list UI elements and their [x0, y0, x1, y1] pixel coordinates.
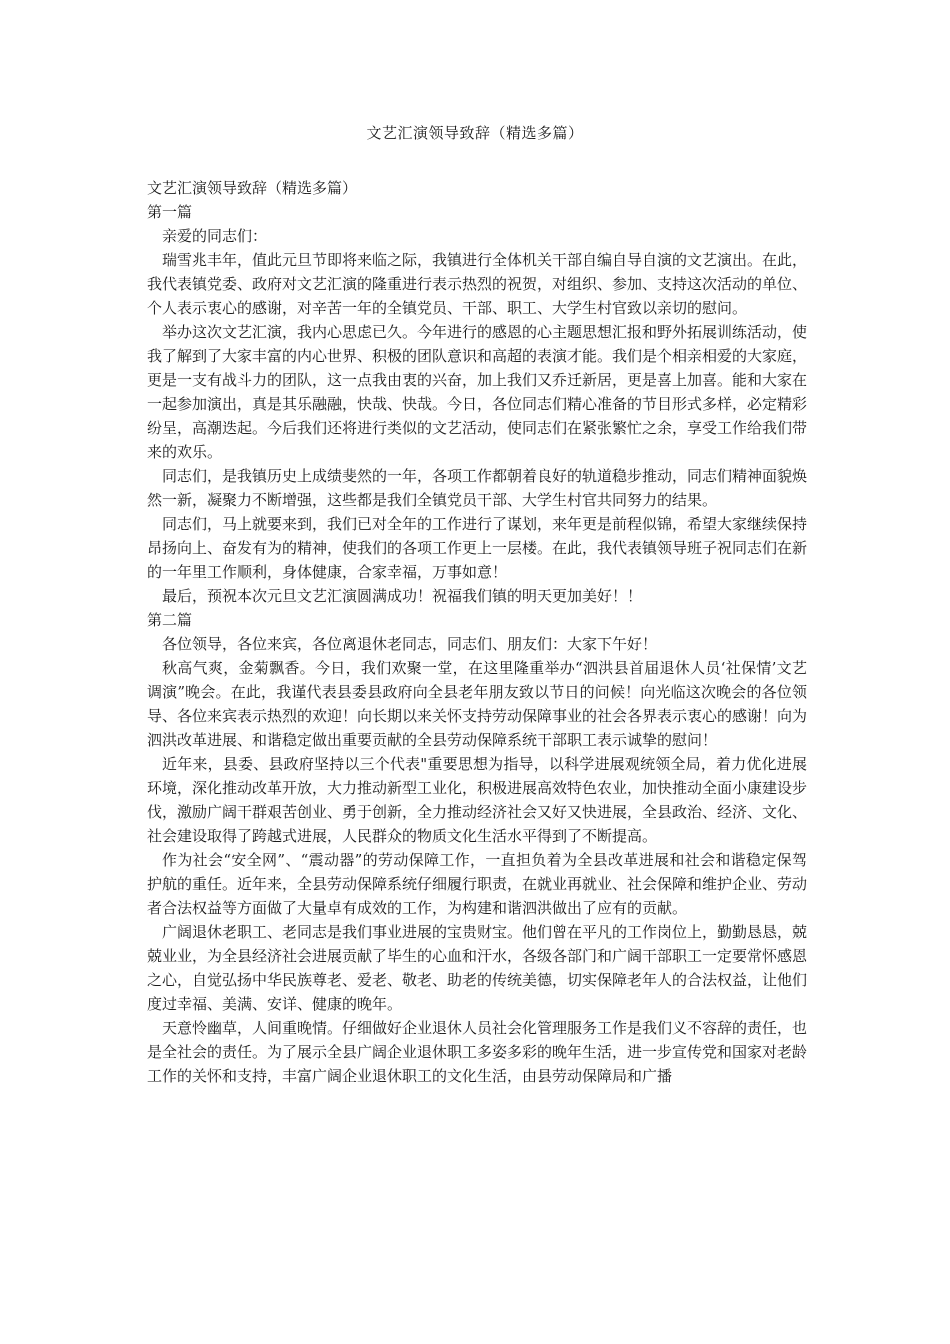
paragraph: 同志们，马上就要来到，我们已对全年的工作进行了谋划，来年更是前程似锦，希望大家继续保持昂扬向上、奋发有为的精神，使我们的各项工作更上一层楼。在此，我代表镇领导班子祝同志们在新的一年里工作顺利，身体健康，合家幸福，万事如意！	[147, 515, 808, 581]
document-body	[147, 176, 807, 1088]
paragraph: 瑞雪兆丰年，值此元旦节即将来临之际，我镇进行全体机关干部自编自导自演的文艺演出。在此，我代表镇党委、政府对文艺汇演的隆重进行表示热烈的祝贺，对组织、参加、支持这次活动的单位、个人表示衷心的感谢，对辛苦一年的全镇党员、干部、职工、大学生村官致以亲切的慰问。	[147, 251, 808, 317]
document-subtitle: 文艺汇演领导致辞（精选多篇）	[147, 179, 358, 197]
paragraph: 最后，预祝本次元旦文艺汇演圆满成功！祝福我们镇的明天更加美好！！	[162, 587, 643, 605]
paragraph: 举办这次文艺汇演，我内心思虑已久。今年进行的感恩的心主题思想汇报和野外拓展训练活动，使我了解到了大家丰富的内心世界、积极的团队意识和高超的表演才能。我们是个相亲相爱的大家庭，更是一支有战斗力的团队，这一点我由衷的兴奋，加上我们又乔迁新居，更是喜上加喜。能和大家在一起参加演出，真是其乐融融，快哉、快哉。今日，各位同志们精心准备的节目形式多样，必定精彩纷呈，高潮迭起。今后我们还将进行类似的文艺活动，使同志们在紧张繁忙之余，享受工作给我们带来的欢乐。	[147, 323, 808, 461]
paragraph: 天意怜幽草，人间重晚情。仔细做好企业退休人员社会化管理服务工作是我们义不容辞的责任，也是全社会的责任。为了展示全县广阔企业退休职工多姿多彩的晚年生活，进一步宣传党和国家对老龄工作的关怀和支持，丰富广阔企业退休职工的文化生活，由县劳动保障局和广播	[147, 1019, 808, 1085]
paragraph: 亲爱的同志们：	[162, 227, 268, 245]
paragraph: 作为社会“安全网”、“震动器”的劳动保障工作，一直担负着为全县改革进展和社会和谐稳定保驾护航的重任。近年来，全县劳动保障系统仔细履行职责，在就业再就业、社会保障和维护企业、劳动者合法权益等方面做了大量卓有成效的工作，为构建和谐泗洪做出了应有的贡献。	[147, 851, 808, 917]
paragraph: 广阔退休老职工、老同志是我们事业进展的宝贵财宝。他们曾在平凡的工作岗位上，勤勤恳恳，兢兢业业，为全县经济社会进展贡献了毕生的心血和汗水，各级各部门和广阔干部职工一定要常怀感恩之心，自觉弘扬中华民族尊老、爱老、敬老、助老的传统美德，切实保障老年人的合法权益，让他们度过幸福、美满、安详、健康的晚年。	[147, 923, 808, 1013]
document-title: 文艺汇演领导致辞（精选多篇）	[366, 124, 584, 142]
paragraph: 秋高气爽，金菊飘香。今日，我们欢聚一堂，在这里隆重举办“泗洪县首届退休人员‘社保情’文艺调演”晚会。在此，我谨代表县委县政府向全县老年朋友致以节日的问候！向光临这次晚会的各位领导、各位来宾表示热烈的欢迎！向长期以来关怀支持劳动保障事业的社会各界表示衷心的感谢！向为泗洪改革进展、和谐稳定做出重要贡献的全县劳动保障系统干部职工表示诚挚的慰问！	[147, 659, 808, 749]
paragraph: 同志们，是我镇历史上成绩斐然的一年，各项工作都朝着良好的轨道稳步推动，同志们精神面貌焕然一新，凝聚力不断增强，这些都是我们全镇党员干部、大学生村官共同努力的结果。	[147, 467, 808, 509]
section-heading-first: 第一篇	[147, 203, 193, 221]
section-heading-second: 第二篇	[147, 611, 193, 629]
paragraph: 近年来，县委、县政府坚持以三个代表"重要思想为指导，以科学进展观统领全局，着力优化进展环境，深化推动改革开放，大力推动新型工业化，积极进展高效特色农业，加快推动全面小康建设步伐，激励广阔干群艰苦创业、勇于创新，全力推动经济社会又好又快进展，全县政治、经济、文化、社会建设取得了跨越式进展，人民群众的物质文化生活水平得到了不断提高。	[147, 755, 808, 845]
paragraph: 各位领导，各位来宾，各位离退休老同志，同志们、朋友们：大家下午好！	[162, 635, 658, 653]
